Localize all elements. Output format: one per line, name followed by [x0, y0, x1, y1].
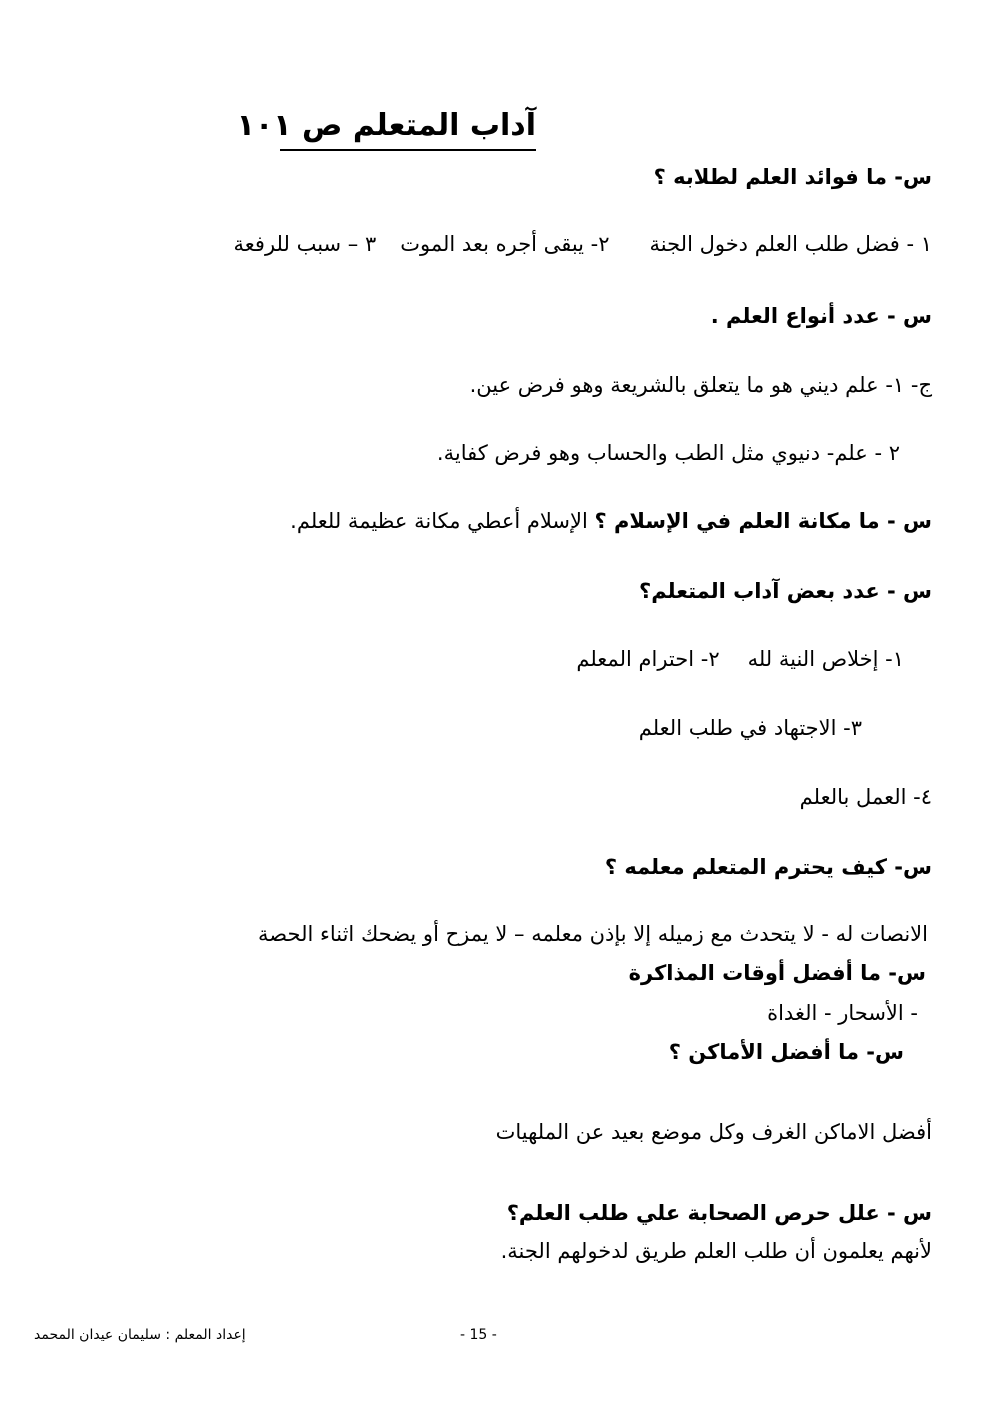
answer-etiquette-row-1 — [576, 647, 904, 672]
answer-etiquette-2: ٢- احترام المعلم — [576, 647, 720, 671]
title-underline — [280, 149, 536, 151]
answer-type-2: ٢ - علم- دنيوي مثل الطب والحساب وهو فرض كفاية. — [436, 441, 900, 465]
question-status-line — [290, 509, 932, 534]
answer-benefit-2: ٢- يبقى أجره بعد الموت — [400, 232, 610, 256]
answer-etiquette-3: ٣- الاجتهاد في طلب العلم — [638, 716, 862, 740]
footer-author: إعداد المعلم : سليمان عيدان المحمد — [34, 1327, 246, 1343]
question-etiquette: س - عدد بعض آداب المتعلم؟ — [639, 579, 932, 603]
question-benefits: س- ما فوائد العلم لطلابه ؟ — [653, 165, 932, 189]
page-number: - 15 - — [460, 1327, 497, 1343]
answer-companions: لأنهم يعلمون أن طلب العلم طريق لدخولهم الجنة. — [500, 1239, 932, 1263]
answer-etiquette-4: ٤- العمل بالعلم — [799, 785, 932, 809]
question-best-places: س- ما أفضل الأماكن ؟ — [668, 1040, 904, 1064]
answer-benefits — [234, 232, 932, 257]
page-title: آداب المتعلم ص ١٠١ — [236, 108, 536, 143]
answer-best-places: أفضل الاماكن الغرف وكل موضع بعيد عن الملهيات — [495, 1120, 932, 1144]
question-respect: س- كيف يحترم المتعلم معلمه ؟ — [604, 855, 932, 879]
question-study-times: س- ما أفضل أوقات المذاكرة — [628, 961, 926, 985]
answer-status: الإسلام أعطي مكانة عظيمة للعلم. — [290, 509, 588, 533]
answer-type-1: ج- ١- علم ديني هو ما يتعلق بالشريعة وهو فرض عين. — [469, 373, 932, 397]
answer-etiquette-1: ١- إخلاص النية لله — [747, 647, 904, 671]
question-types: س - عدد أنواع العلم . — [710, 304, 932, 328]
answer-benefit-1: ١ - فضل طلب العلم دخول الجنة — [649, 232, 932, 256]
question-companions: س - علل حرص الصحابة علي طلب العلم؟ — [506, 1201, 932, 1225]
answer-study-times: - الأسحار - الغداة — [767, 1001, 918, 1025]
answer-benefit-3: ٣ – سبب للرفعة — [233, 232, 377, 256]
question-status: س - ما مكانة العلم في الإسلام ؟ — [594, 509, 932, 533]
answer-respect: الانصات له - لا يتحدث مع زميله إلا بإذن معلمه – لا يمزح أو يضحك اثناء الحصة — [258, 922, 928, 946]
